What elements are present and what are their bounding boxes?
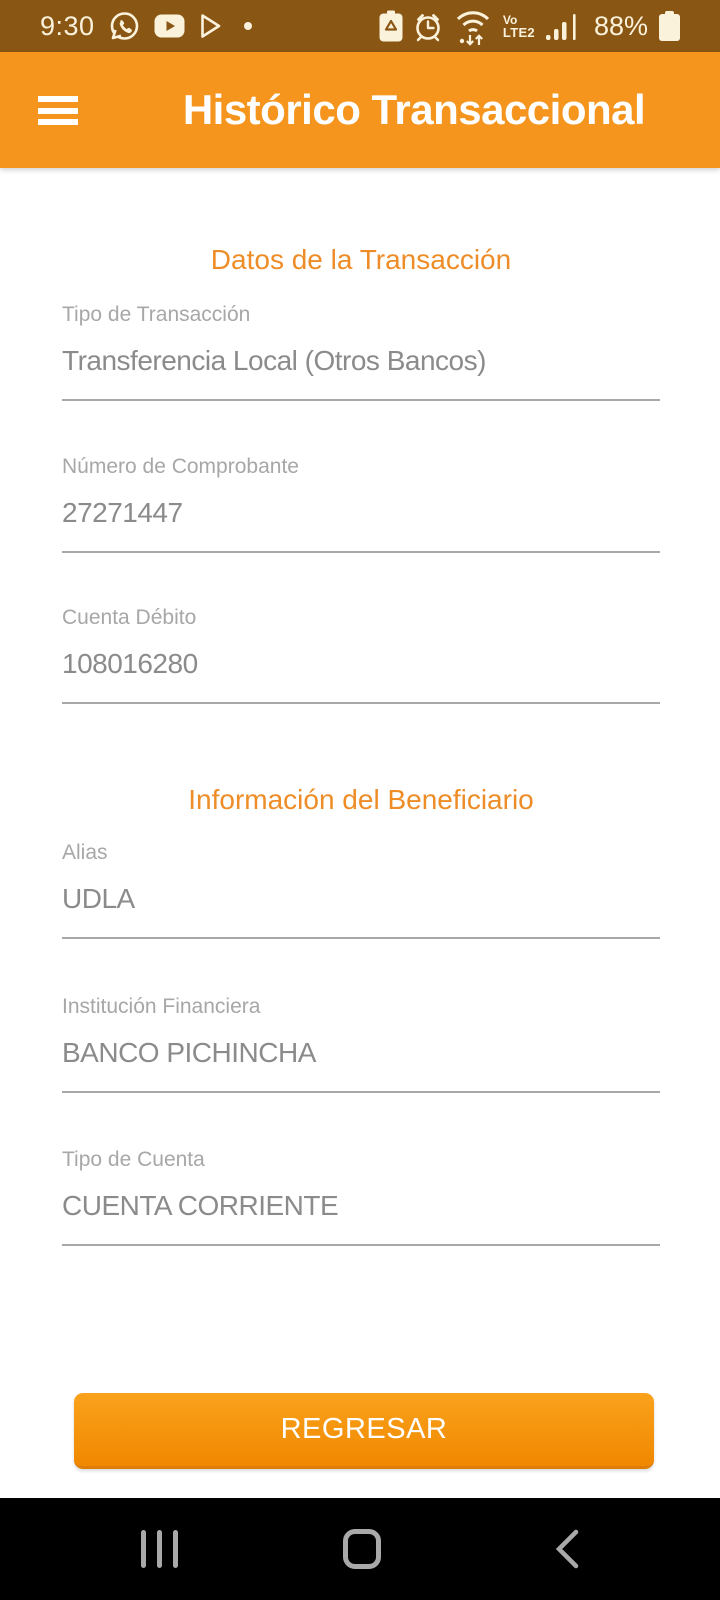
field-label: Cuenta Débito — [62, 606, 197, 629]
field-underline — [62, 551, 660, 553]
field-label: Número de Comprobante — [62, 455, 299, 478]
field-alias — [62, 840, 660, 939]
field-tipo-cuenta — [62, 1147, 660, 1246]
status-bar — [0, 0, 720, 52]
field-underline — [62, 399, 660, 401]
volte-bottom-label: LTE2 — [502, 24, 535, 40]
notification-dot — [244, 22, 252, 30]
field-value: Transferencia Local (Otros Bancos) — [62, 345, 486, 376]
play-store-icon — [198, 12, 223, 40]
section-title-transaction: Datos de la Transacción — [210, 244, 512, 275]
section-title-beneficiario: Información del Beneficiario — [188, 784, 534, 815]
battery-percent: 88% — [593, 10, 648, 41]
field-value: UDLA — [62, 883, 135, 914]
field-underline — [62, 1091, 660, 1093]
field-underline — [62, 1244, 660, 1246]
field-underline — [62, 702, 660, 704]
field-label: Tipo de Transacción — [62, 303, 251, 326]
field-value: BANCO PICHINCHA — [62, 1037, 316, 1068]
field-institucion-financiera — [62, 994, 660, 1093]
battery-icon — [659, 11, 680, 41]
field-label: Alias — [62, 841, 108, 864]
alarm-icon — [412, 9, 444, 43]
battery-saver-icon — [379, 10, 403, 42]
menu-icon[interactable] — [38, 96, 78, 125]
app-header — [0, 52, 720, 168]
recent-apps-icon[interactable] — [141, 1530, 178, 1568]
youtube-icon — [154, 14, 185, 38]
field-label: Tipo de Cuenta — [62, 1148, 205, 1171]
regresar-button[interactable]: REGRESAR — [74, 1393, 654, 1469]
status-bar-right — [379, 5, 680, 47]
home-icon[interactable] — [343, 1529, 381, 1569]
field-tipo-transaccion — [62, 302, 660, 401]
field-underline — [62, 937, 660, 939]
volte-indicator — [503, 14, 535, 39]
field-label: Institución Financiera — [62, 995, 261, 1018]
status-time: 9:30 — [40, 10, 95, 41]
wifi-icon — [453, 5, 493, 47]
page-title: Histórico Transaccional — [182, 86, 646, 133]
whatsapp-icon — [108, 10, 141, 43]
back-icon[interactable] — [552, 1528, 582, 1575]
volte-top-label: Vo — [502, 12, 518, 27]
field-value: 27271447 — [62, 497, 183, 528]
field-numero-comprobante — [62, 454, 660, 553]
signal-strength-icon — [545, 11, 581, 41]
field-value: 108016280 — [62, 648, 198, 679]
status-bar-left — [40, 10, 252, 43]
android-nav-bar — [0, 1498, 720, 1600]
field-cuenta-debito — [62, 605, 660, 704]
field-value: CUENTA CORRIENTE — [62, 1190, 339, 1221]
